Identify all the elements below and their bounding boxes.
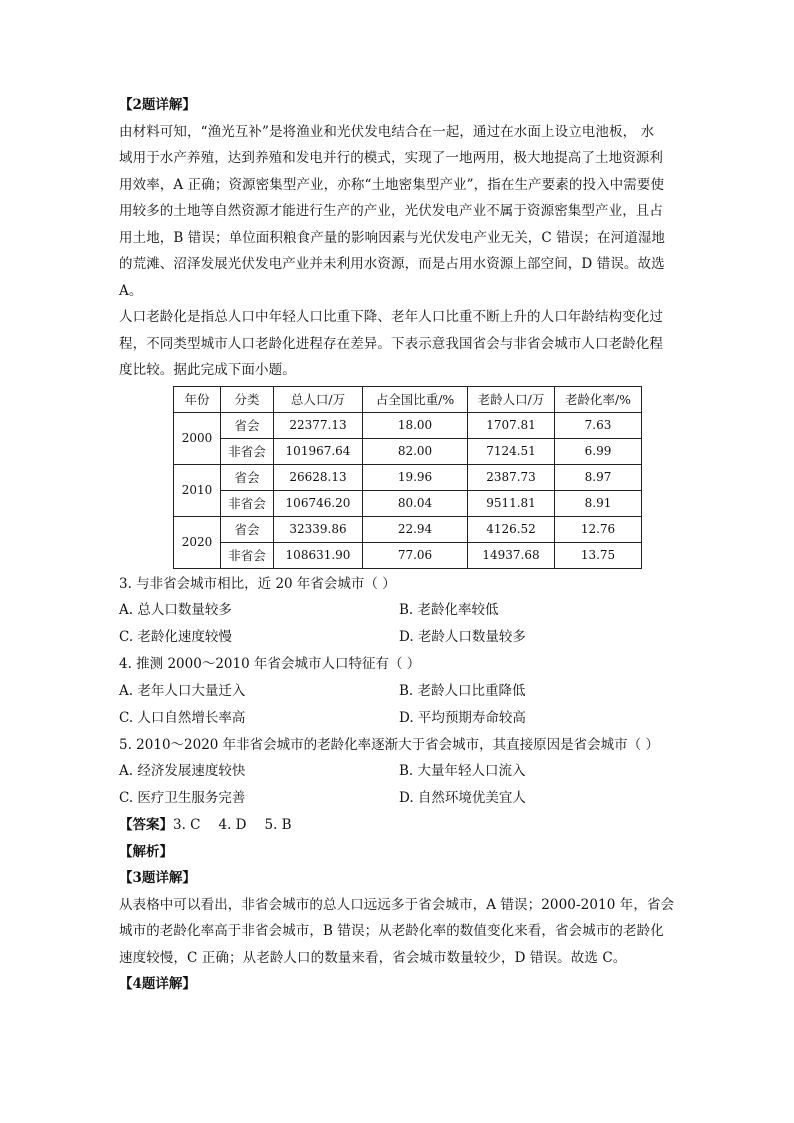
answer-item: 4. D	[218, 817, 247, 833]
category-cell: 省会	[221, 464, 274, 490]
year-cell: 2000	[174, 412, 221, 464]
option-c: C. 医疗卫生服务完善	[119, 790, 246, 806]
section2-heading: 【2题详解】	[119, 97, 196, 113]
option-d: D. 平均预期寿命较高	[399, 709, 526, 726]
option-b: B. 老龄化率较低	[399, 602, 499, 618]
table-row	[174, 438, 642, 464]
elderly-cell: 9511.81	[468, 490, 555, 516]
option-row	[119, 678, 679, 705]
rate-cell: 8.97	[555, 464, 642, 490]
text-line: 度比较。据此完成下面小题。	[119, 362, 296, 378]
rate-cell: 13.75	[555, 542, 642, 568]
document-page	[119, 92, 679, 998]
share-cell: 19.96	[363, 464, 468, 490]
section4-heading: 【4题详解】	[119, 976, 196, 992]
option-b: B. 大量年轻人口流入	[399, 763, 526, 779]
option-c: C. 人口自然增长率高	[119, 709, 246, 726]
table-row	[174, 490, 642, 516]
option-row	[119, 597, 679, 624]
elderly-cell: 2387.73	[468, 464, 555, 490]
question-4	[119, 651, 679, 732]
population-aging-table	[173, 386, 642, 569]
total-cell: 26628.13	[274, 464, 363, 490]
answer-item: 3. C	[173, 817, 201, 833]
analysis-heading: 【解析】	[119, 843, 173, 860]
table-row	[174, 412, 642, 438]
option-c: C. 老龄化速度较慢	[119, 629, 232, 645]
section3-explanation	[119, 892, 679, 972]
share-cell: 22.94	[363, 516, 468, 542]
text-line: 用效率，A 正确；资源密集型产业，亦称“土地密集型产业”，指在生产要素的投入中需要使	[119, 176, 665, 193]
share-cell: 77.06	[363, 542, 468, 568]
section3-heading: 【3题详解】	[119, 870, 196, 886]
section2-explanation	[119, 119, 679, 305]
rate-cell: 12.76	[555, 516, 642, 542]
share-cell: 18.00	[363, 412, 468, 438]
total-cell: 106746.20	[274, 490, 363, 516]
header-year: 年份	[174, 386, 221, 412]
share-cell: 82.00	[363, 438, 468, 464]
option-d: D. 老龄人口数量较多	[399, 629, 526, 645]
rate-cell: 7.63	[555, 412, 642, 438]
text-line: 城市的老龄化率高于非省会城市，B 错误；从老龄化率的数值变化来看，省会城市的老龄化	[119, 923, 664, 939]
category-cell: 非省会	[221, 438, 274, 464]
total-cell: 108631.90	[274, 542, 363, 568]
table-row	[174, 542, 642, 568]
total-cell: 32339.86	[274, 516, 363, 542]
option-d: D. 自然环境优美宜人	[399, 790, 526, 806]
header-national-share: 占全国比重/%	[363, 386, 468, 412]
option-row	[119, 624, 679, 651]
option-row	[119, 705, 679, 732]
header-total-population: 总人口/万	[274, 386, 363, 412]
question-3	[119, 571, 679, 652]
category-cell: 省会	[221, 516, 274, 542]
text-line: 从表格中可以看出，非省会城市的总人口远远多于省会城市，A 错误；2000-2010 年，省会	[119, 896, 675, 913]
option-row	[119, 785, 679, 812]
question-stem: 5. 2010～2020 年非省会城市的老龄化率逐渐大于省会城市，其直接原因是省会城市（ ）	[119, 736, 659, 753]
option-a: A. 老年人口大量迁入	[119, 682, 246, 699]
year-cell: 2010	[174, 464, 221, 516]
text-line: 的荒滩、沼泽发展光伏发电产业并未利用水资源，而是占用水资源上部空间，D 错误。故选	[119, 256, 665, 272]
text-line: A。	[119, 282, 143, 299]
elderly-cell: 4126.52	[468, 516, 555, 542]
header-aging-rate: 老龄化率/%	[555, 386, 642, 412]
option-b: B. 老龄人口比重降低	[399, 682, 526, 699]
option-a: A. 总人口数量较多	[119, 602, 232, 618]
share-cell: 80.04	[363, 490, 468, 516]
option-row	[119, 758, 679, 785]
answer-line	[119, 812, 679, 839]
table-row	[174, 464, 642, 490]
table-header-row	[174, 386, 642, 412]
text-line: 速度较慢，C 正确；从老龄人口的数量来看，省会城市数量较少，D 错误。故选 C。	[119, 949, 627, 966]
total-cell: 101967.64	[274, 438, 363, 464]
category-cell: 非省会	[221, 490, 274, 516]
rate-cell: 6.99	[555, 438, 642, 464]
text-line: 由材料可知，“渔光互补”是将渔业和光伏发电结合在一起，通过在水面上设立电池板， 水	[119, 123, 655, 140]
text-line: 人口老龄化是指总人口中年轻人口比重下降、老年人口比重不断上升的人口年龄结构变化过	[119, 309, 663, 325]
elderly-cell: 14937.68	[468, 542, 555, 568]
question-stem: 4. 推测 2000～2010 年省会城市人口特征有（ ）	[119, 656, 421, 672]
category-cell: 省会	[221, 412, 274, 438]
option-a: A. 经济发展速度较快	[119, 763, 246, 779]
question-5	[119, 732, 679, 813]
category-cell: 非省会	[221, 542, 274, 568]
answer-item: 5. B	[264, 817, 292, 833]
question-stem: 3. 与非省会城市相比，近 20 年省会城市（ ）	[119, 575, 396, 592]
elderly-cell: 7124.51	[468, 438, 555, 464]
text-line: 程，不同类型城市人口老龄化进程存在差异。下表示意我国省会与非省会城市人口老龄化程	[119, 335, 663, 352]
material-intro	[119, 304, 679, 384]
rate-cell: 8.91	[555, 490, 642, 516]
text-line: 域用于水产养殖，达到养殖和发电并行的模式，实现了一地两用，极大地提高了土地资源利	[119, 150, 663, 166]
header-elderly-population: 老龄人口/万	[468, 386, 555, 412]
elderly-cell: 1707.81	[468, 412, 555, 438]
answer-label: 【答案】	[119, 817, 173, 833]
header-category: 分类	[221, 386, 274, 412]
year-cell: 2020	[174, 516, 221, 568]
total-cell: 22377.13	[274, 412, 363, 438]
table-row	[174, 516, 642, 542]
text-line: 用较多的土地等自然资源才能进行生产的产业，光伏发电产业不属于资源密集型产业，且占	[119, 203, 663, 219]
text-line: 用土地，B 错误；单位面积粮食产量的影响因素与光伏发电产业无关，C 错误；在河道湿地	[119, 229, 666, 246]
